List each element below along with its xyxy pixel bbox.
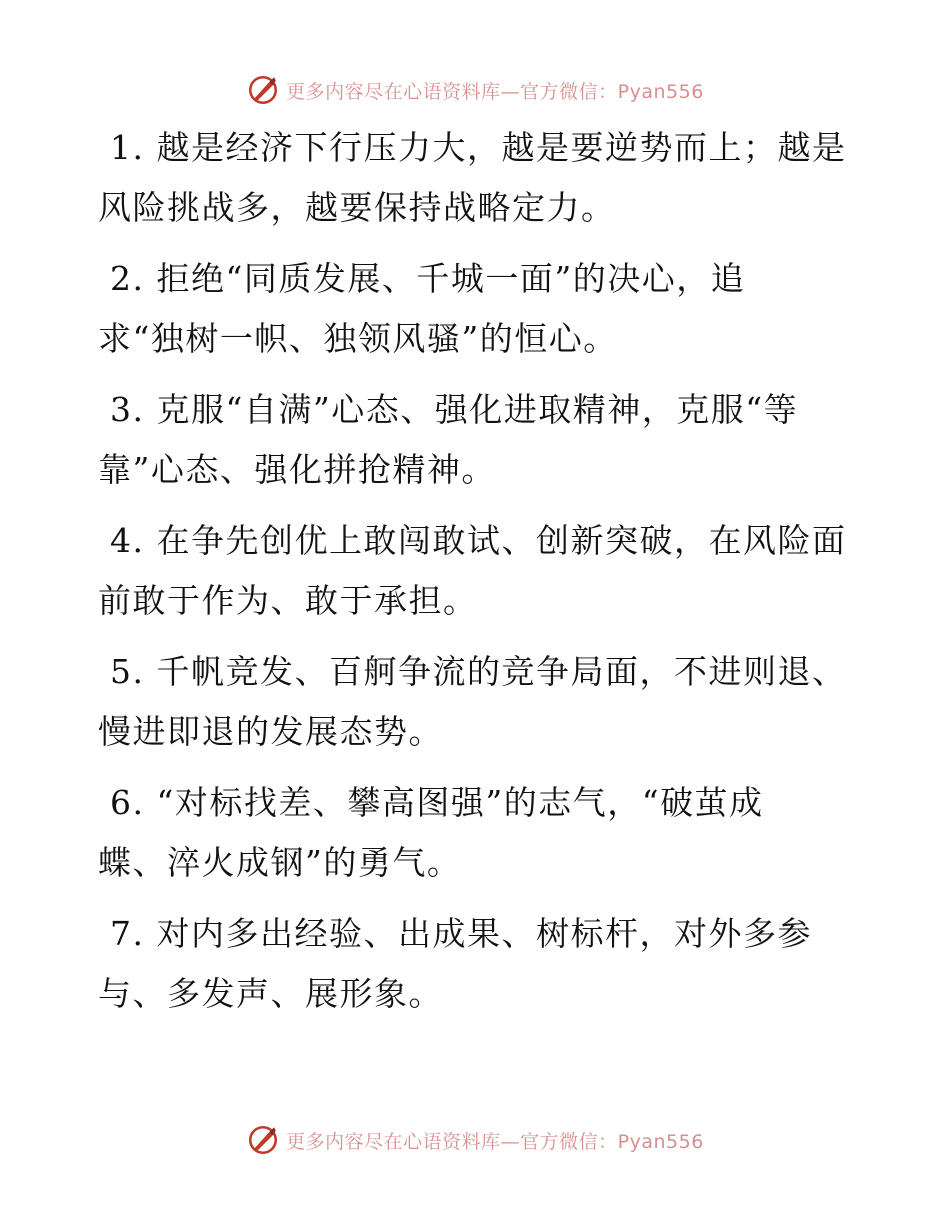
list-item-line: 蝶、淬火成钢”的勇气。: [98, 843, 462, 882]
list-item-line: 求“独树一帜、独领风骚”的恒心。: [98, 319, 618, 358]
watermark-id: Pyan556: [617, 80, 704, 103]
list-item: [98, 511, 847, 631]
list-item-line: 2. 拒绝“同质发展、千城一面”的决心，追: [110, 259, 746, 298]
document-body: [98, 118, 847, 1035]
list-item-line: 3. 克服“自满”心态、强化进取精神，克服“等: [110, 390, 799, 429]
list-item-line: 6. “对标找差、攀高图强”的志气，“破茧成: [110, 783, 764, 822]
pen-logo-icon: [246, 1123, 280, 1157]
list-item-line: 7. 对内多出经验、出成果、树标杆，对外多参: [110, 914, 812, 953]
pen-logo-icon: [246, 73, 280, 107]
watermark-id: Pyan556: [617, 1130, 704, 1153]
watermark-text: 更多内容尽在心语资料库—官方微信：Pyan556: [286, 1130, 704, 1153]
list-item-line: 5. 千帆竞发、百舸争流的竞争局面，不进则退、: [110, 652, 847, 691]
list-item-line: 慢进即退的发展态势。: [98, 712, 443, 751]
list-item-line: 前敢于作为、敢于承担。: [98, 581, 478, 620]
list-item-line: 风险挑战多，越要保持战略定力。: [98, 188, 616, 227]
list-item: [98, 904, 838, 1024]
list-item-line: 与、多发声、展形象。: [98, 974, 443, 1013]
list-item: [98, 642, 847, 762]
list-item: [98, 380, 838, 500]
footer-watermark: [0, 1120, 950, 1160]
list-item: [98, 249, 838, 369]
list-item: [98, 118, 847, 238]
header-watermark: [0, 70, 950, 110]
list-item-line: 4. 在争先创优上敢闯敢试、创新突破，在风险面: [110, 521, 847, 560]
list-item-line: 靠”心态、强化拼抢精神。: [98, 450, 496, 489]
watermark-text: 更多内容尽在心语资料库—官方微信：Pyan556: [286, 80, 704, 103]
list-item: [98, 773, 838, 893]
list-item-line: 1. 越是经济下行压力大，越是要逆势而上；越是: [110, 128, 847, 167]
